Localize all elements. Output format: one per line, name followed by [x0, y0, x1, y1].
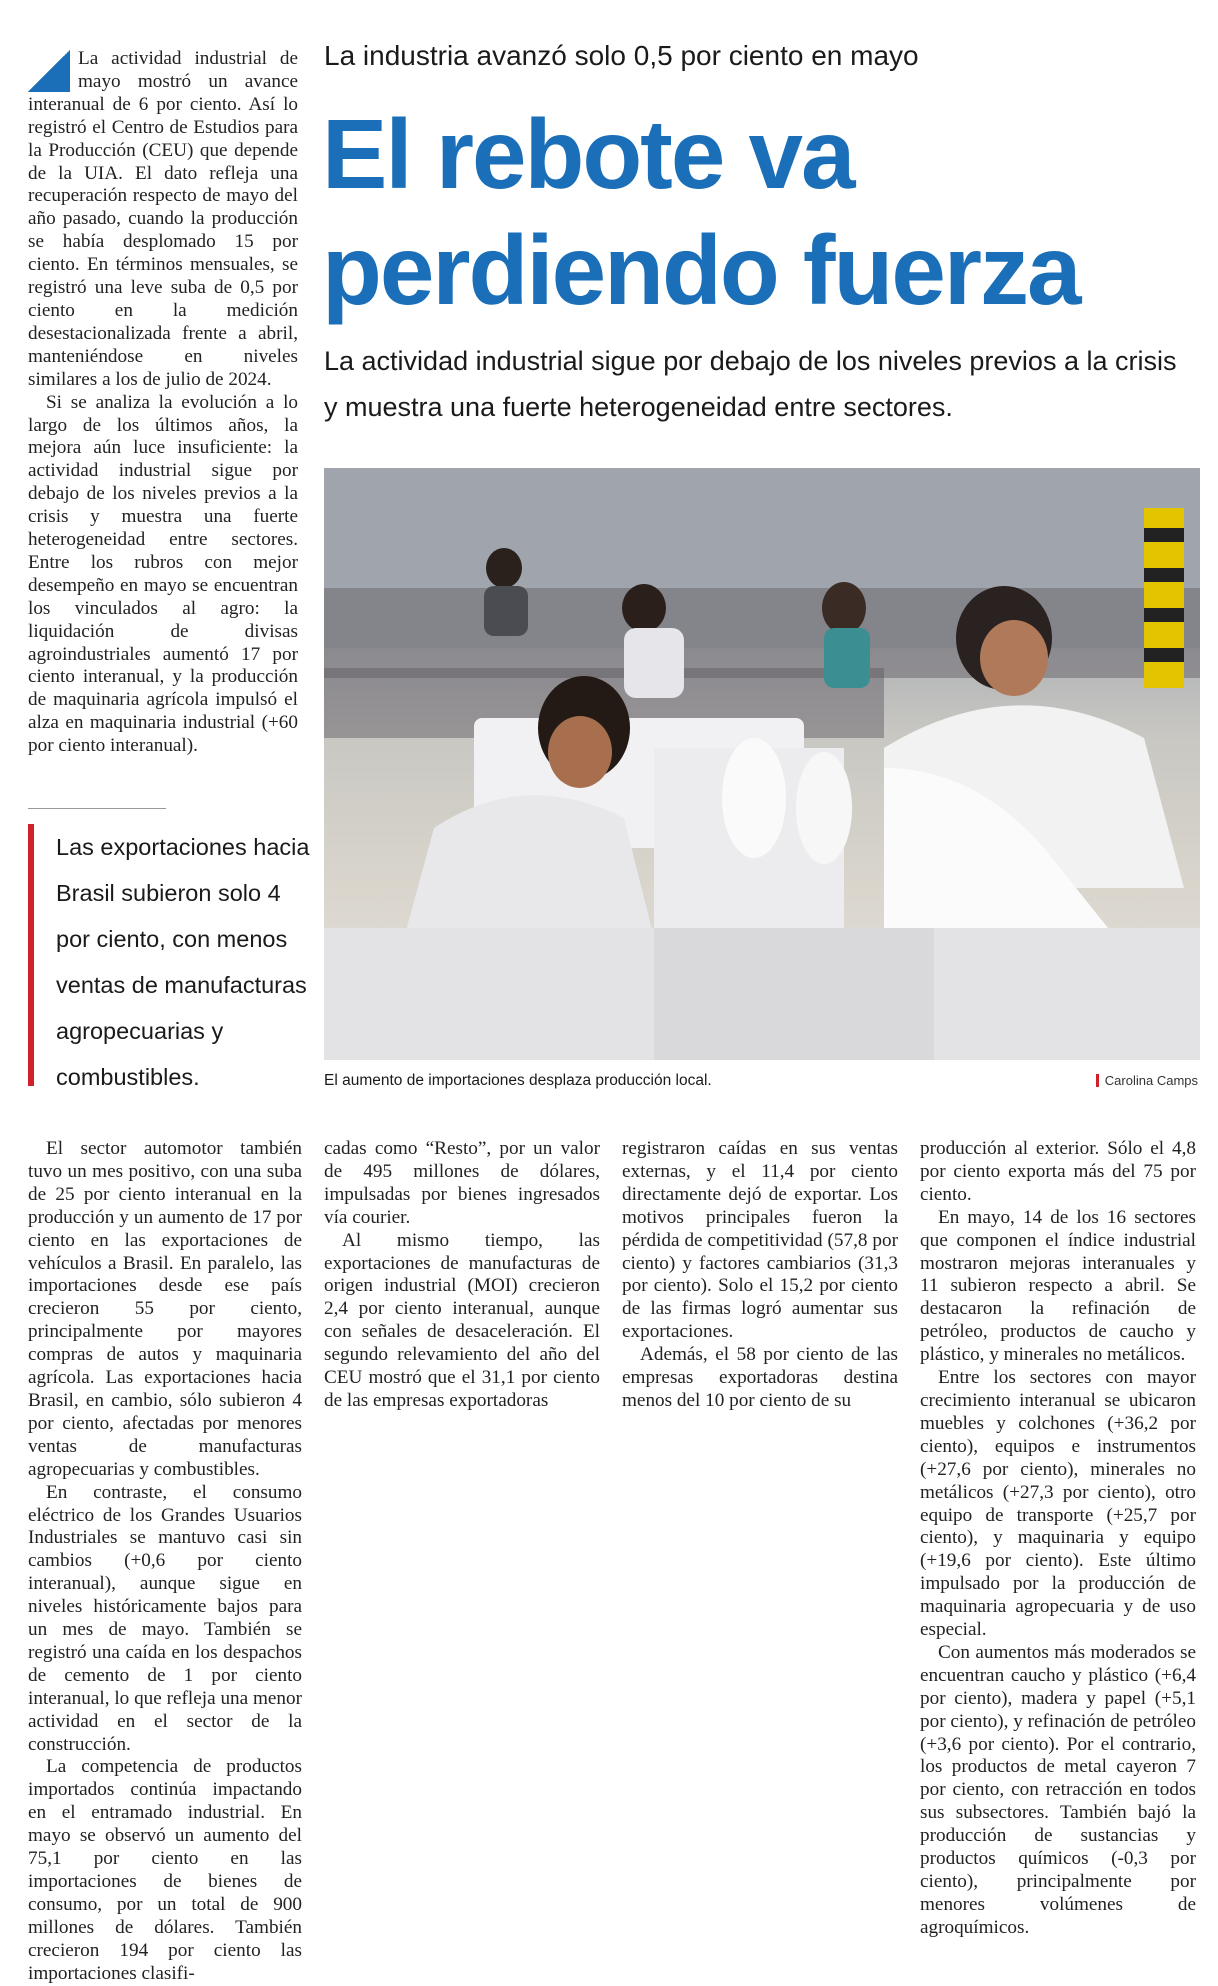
lead-column	[28, 48, 298, 758]
sewing-workshop-illustration	[324, 468, 1200, 1060]
body-column-3	[622, 1138, 898, 1413]
body-paragraph: La competencia de productos importados continúa impactando en el entramado industrial. En mayo se observó un aumento del 75,1 por ciento en las importaciones de bienes de consumo, por un total de 900 millones de dólares. También crecieron 194 por ciento las importaciones clasifi-	[28, 1756, 302, 1984]
body-paragraph: cadas como “Resto”, por un valor de 495 millones de dólares, impulsadas por bienes ingresados vía courier.	[324, 1138, 600, 1228]
body-paragraph: Entre los sectores con mayor crecimiento interanual se ubicaron muebles y colchones (+36,2 por ciento), equipos e instrumentos (+27,6 por ciento), minerales no metálicos (+27,3 por ciento), otro equipo de transporte (+25,7 por ciento), y maquinaria y equipo (+19,6 por ciento). Este último impulsado por la producción de maquinaria agropecuaria y de uso especial.	[920, 1367, 1196, 1641]
lead-triangle-icon	[28, 50, 70, 92]
article-subhead: La actividad industrial sigue por debajo de los niveles previos a la crisis y muestra una fuerte heterogeneidad entre sectores.	[324, 346, 1177, 422]
body-column-1	[28, 1138, 302, 1986]
body-column-4	[920, 1138, 1196, 1940]
lead-paragraph: La actividad industrial de mayo mostró un avance interanual de 6 por ciento. Así lo registró el Centro de Estudios para la Producción (CEU) que depende de la UIA. El dato refleja una recuperación respecto de mayo del año pasado, cuando la producción se había desplomado 15 por ciento. En términos mensuales, se registró una leve suba de 0,5 por ciento en la medición desestacionalizada frente a abril, manteniéndose en niveles similares a los de julio de 2024.	[28, 48, 298, 390]
body-column-2	[324, 1138, 600, 1413]
body-paragraph: Además, el 58 por ciento de las empresas exportadoras destina menos del 10 por ciento de su	[622, 1344, 898, 1411]
body-paragraph: producción al exterior. Sólo el 4,8 por ciento exporta más del 75 por ciento.	[920, 1138, 1196, 1205]
factory-photo	[324, 468, 1200, 1060]
lead-paragraph: Si se analiza la evolución a lo largo de los últimos años, la mejora aún luce insuficiente: la actividad industrial sigue por debajo de los niveles previos a la crisis y muestra una fuerte heterogeneidad entre sectores. Entre los rubros con mejor desempeño en mayo se encuentran los vinculados al agro: la liquidación de divisas agroindustriales aumentó 17 por ciento interanual, y la producción de maquinaria agrícola impulsó el alza en maquinaria industrial (+60 por ciento interanual).	[28, 391, 298, 757]
body-paragraph: En mayo, 14 de los 16 sectores que componen el índice industrial mostraron mejoras interanuales y 11 subieron respecto a abril. Se destacaron la refinación de petróleo, productos de caucho y plástico, y minerales no metálicos.	[920, 1206, 1196, 1366]
photo-caption: El aumento de importaciones desplaza producción local.	[324, 1072, 712, 1089]
body-paragraph: En contraste, el consumo eléctrico de los Grandes Usuarios Industriales se mantuvo casi sin cambios (+0,6 por ciento interanual), aunque sigue en niveles históricamente bajos para un mes de mayo. También se registró una caída en los despachos de cemento de 1 por ciento interanual, lo que refleja una menor actividad en el sector de la construcción.	[28, 1481, 302, 1755]
body-paragraph: registraron caídas en sus ventas externas, y el 11,4 por ciento directamente dejó de exportar. Los motivos principales fueron la pérdida de competitividad (57,8 por ciento) y factores cambiarios (31,3 por ciento). Solo el 15,2 por ciento de las firmas logró aumentar sus exportaciones.	[622, 1138, 898, 1343]
body-paragraph: Con aumentos más moderados se encuentran caucho y plástico (+6,4 por ciento), madera y papel (+5,1 por ciento), y refinación de petróleo (+3,6 por ciento). Por el contrario, los productos de metal cayeron 7 por ciento, con retracción en todos sus subsectores. También bajó la producción de sustancias y productos químicos (-0,3 por ciento), principalmente por menores volúmenes de agroquímicos.	[920, 1641, 1196, 1938]
article-headline: El rebote va perdiendo fuerza	[322, 99, 1080, 325]
pullquote: Las exportaciones hacia Brasil subieron solo 4 por ciento, con menos ventas de manufacturas agropecuarias y combustibles.	[28, 824, 310, 1086]
body-paragraph: Al mismo tiempo, las exportaciones de manufacturas de origen industrial (MOI) crecieron 2,4 por ciento interanual, aunque con señales de desaceleración. El segundo relevamiento del año del CEU mostró que el 31,1 por ciento de las empresas exportadoras	[324, 1229, 600, 1411]
article-kicker: La industria avanzó solo 0,5 por ciento en mayo	[324, 40, 919, 71]
photo-credit: Carolina Camps	[1096, 1074, 1198, 1087]
body-paragraph: El sector automotor también tuvo un mes positivo, con una suba de 25 por ciento interanual en la producción y un aumento de 17 por ciento en las exportaciones de vehículos a Brasil. En paralelo, las importaciones desde ese país crecieron 55 por ciento, principalmente por mayores compras de autos y maquinaria agrícola. Las exportaciones hacia Brasil, en cambio, sólo subieron 4 por ciento, afectadas por menores ventas de manufacturas agropecuarias y combustibles.	[28, 1138, 302, 1480]
pullquote-rule	[28, 808, 166, 809]
